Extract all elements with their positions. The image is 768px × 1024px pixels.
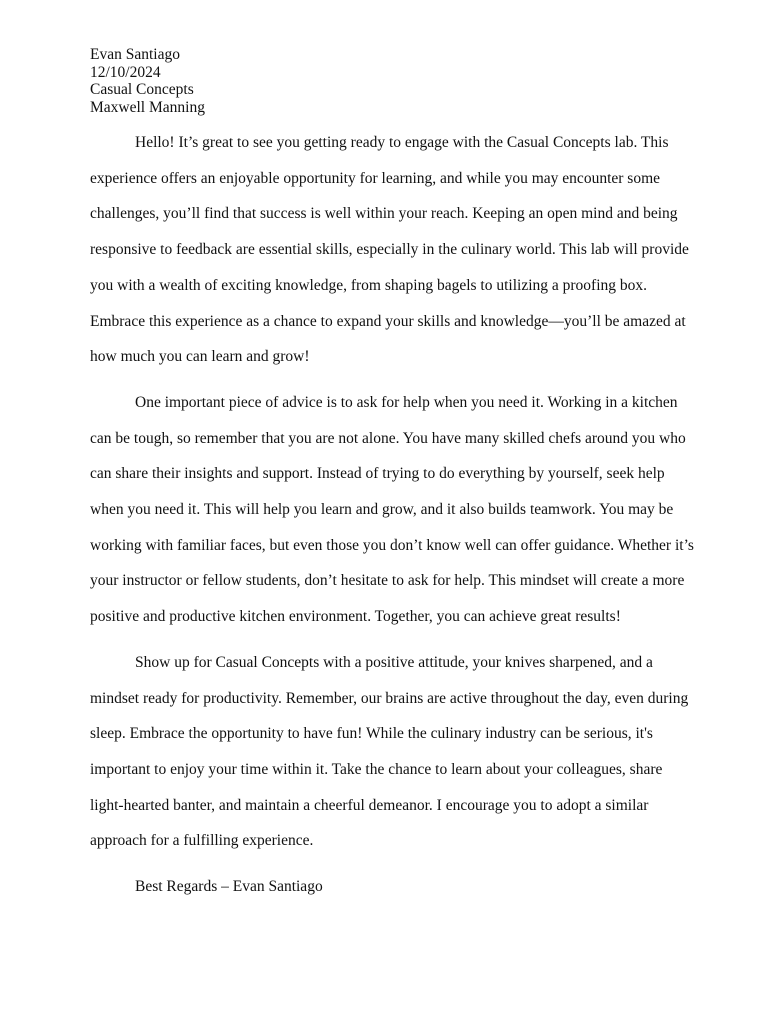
paragraph-line: light-hearted banter, and maintain a cheerful demeanor. I encourage you to adopt a similar: [90, 796, 649, 814]
letter-date: 12/10/2024: [90, 63, 161, 81]
paragraph-line: you with a wealth of exciting knowledge, from shaping bagels to utilizing a proofing box.: [90, 276, 648, 294]
body-paragraph-1: [90, 125, 690, 375]
paragraph-line: approach for a fulfilling experience.: [90, 832, 314, 850]
paragraph-line: Show up for Casual Concepts with a positive attitude, your knives sharpened, and a: [135, 653, 653, 671]
paragraph-line: challenges, you’ll find that success is well within your reach. Keeping an open mind and being: [90, 205, 678, 223]
signoff: Best Regards – Evan Santiago: [135, 878, 323, 896]
paragraph-line: responsive to feedback are essential skills, especially in the culinary world. This lab will provide: [90, 241, 689, 259]
document-page: [90, 46, 694, 905]
paragraph-line: sleep. Embrace the opportunity to have fun! While the culinary industry can be serious, it's: [90, 725, 653, 743]
body-paragraph-3: [90, 645, 690, 859]
paragraph-line: can share their insights and support. Instead of trying to do everything by yourself, seek help: [90, 465, 665, 483]
paragraph-line: mindset ready for productivity. Remember, our brains are active throughout the day, even during: [90, 689, 689, 707]
paragraph-line: positive and productive kitchen environment. Together, you can achieve great results!: [90, 608, 621, 626]
paragraph-line: Embrace this experience as a chance to expand your skills and knowledge—you’ll be amazed at: [90, 312, 686, 330]
letter-header: [90, 46, 690, 116]
paragraph-line: when you need it. This will help you learn and grow, and it also builds teamwork. You may be: [90, 501, 674, 519]
paragraph-line: important to enjoy your time within it. Take the chance to learn about your colleagues, share: [90, 760, 663, 778]
paragraph-line: experience offers an enjoyable opportunity for learning, and while you may encounter some: [90, 169, 661, 187]
course-name: Casual Concepts: [90, 81, 194, 98]
body-paragraph-2: [90, 385, 694, 635]
paragraph-line: your instructor or fellow students, don’t hesitate to ask for help. This mindset will create a more: [90, 572, 685, 590]
author-name: Evan Santiago: [90, 46, 180, 63]
paragraph-line: working with familiar faces, but even those you don’t know well can offer guidance. Whether it’s: [90, 536, 694, 554]
paragraph-line: One important piece of advice is to ask for help when you need it. Working in a kitchen: [135, 393, 678, 411]
instructor-name: Maxwell Manning: [90, 98, 205, 116]
paragraph-line: can be tough, so remember that you are not alone. You have many skilled chefs around you who: [90, 429, 686, 447]
paragraph-line: how much you can learn and grow!: [90, 348, 310, 366]
paragraph-line: Hello! It’s great to see you getting ready to engage with the Casual Concepts lab. This: [135, 134, 669, 151]
